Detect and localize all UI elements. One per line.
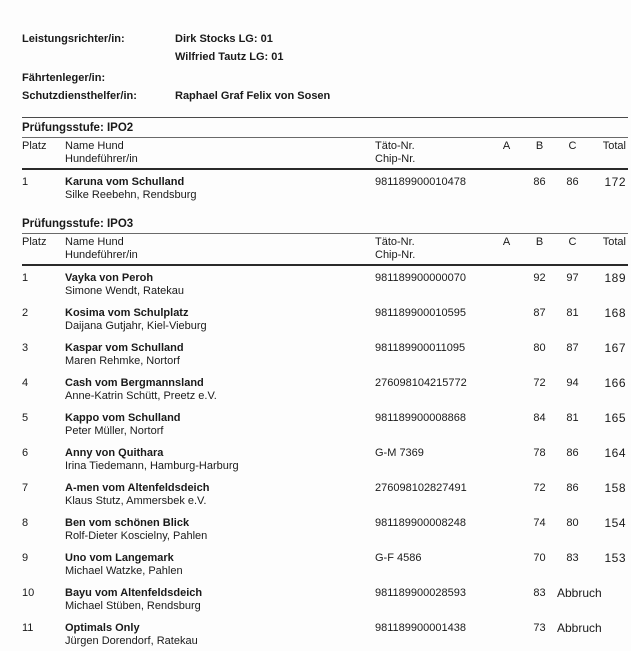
- col-tato-line2: Chip-Nr.: [375, 249, 416, 261]
- table-row: [22, 587, 628, 613]
- score-total: 166: [604, 376, 626, 390]
- col-name-line1: Name Hund: [65, 140, 124, 152]
- handler-name: Michael Stüben, Rendsburg: [65, 600, 201, 612]
- col-name-line1: Name Hund: [65, 236, 124, 248]
- row-rank: 8: [22, 517, 29, 529]
- chip-number: 981189900011095: [375, 342, 466, 354]
- score-a: [490, 552, 523, 578]
- chip-number: 981189900028593: [375, 587, 466, 599]
- score-total: 165: [604, 411, 626, 425]
- row-id-cell: [375, 447, 490, 473]
- section-rows: [22, 272, 628, 648]
- judge-2-value: Wilfried Tautz LG: 01: [175, 51, 284, 63]
- judges-row: [22, 30, 628, 48]
- score-b: 84: [533, 412, 546, 424]
- col-name-line2: Hundeführer/in: [65, 249, 138, 261]
- table-row: [22, 622, 628, 648]
- row-id-cell: [375, 176, 490, 202]
- judge-1-value: Dirk Stocks LG: 01: [175, 33, 273, 45]
- col-name-header: [65, 140, 375, 166]
- col-platz-label: Platz: [22, 140, 47, 152]
- handler-name: Rolf-Dieter Koscielny, Pahlen: [65, 530, 208, 542]
- row-rank: 11: [22, 622, 34, 634]
- score-b: 73: [533, 622, 546, 634]
- row-rank: 5: [22, 412, 29, 424]
- row-id-cell: [375, 412, 490, 438]
- row-id-cell: [375, 482, 490, 508]
- table-row: [22, 272, 628, 298]
- score-b: 78: [533, 447, 546, 459]
- score-total: 154: [604, 516, 626, 530]
- score-total: Abbruch: [557, 621, 602, 635]
- dog-name: Kappo vom Schulland: [65, 412, 181, 424]
- score-c: 87: [566, 342, 579, 354]
- score-c: 86: [566, 447, 579, 459]
- table-row: [22, 307, 628, 333]
- chip-number: 276098102827491: [375, 482, 467, 494]
- score-a: [490, 272, 523, 298]
- score-total: 158: [604, 481, 626, 495]
- dog-name: Vayka von Peroh: [65, 272, 154, 284]
- score-c: 81: [566, 412, 579, 424]
- score-a: [490, 622, 523, 648]
- row-id-cell: [375, 552, 490, 578]
- dog-name: Optimals Only: [65, 622, 140, 634]
- row-id-cell: [375, 342, 490, 368]
- row-name-cell: [65, 377, 375, 403]
- section-divider-rule: [22, 117, 628, 118]
- row-name-cell: [65, 342, 375, 368]
- row-name-cell: [65, 587, 375, 613]
- table-row: [22, 447, 628, 473]
- score-c: 83: [566, 552, 579, 564]
- row-name-cell: [65, 552, 375, 578]
- row-rank: 6: [22, 447, 29, 459]
- score-a: [490, 587, 523, 613]
- row-rank: 4: [22, 377, 29, 389]
- table-row: [22, 517, 628, 543]
- row-name-cell: [65, 176, 375, 202]
- section-rows: [22, 176, 628, 202]
- judges-label: Leistungsrichter/in:: [22, 33, 125, 45]
- judge-2-row: [22, 48, 628, 66]
- handler-name: Silke Reebehn, Rendsburg: [65, 189, 197, 201]
- dog-name: Bayu vom Altenfeldsdeich: [65, 587, 203, 599]
- row-name-cell: [65, 272, 375, 298]
- col-tato-line1: Täto-Nr.: [375, 236, 415, 248]
- tracklayer-label: Fährtenleger/in:: [22, 72, 106, 84]
- row-id-cell: [375, 587, 490, 613]
- chip-number: 276098104215772: [375, 377, 467, 389]
- col-tato-header: [375, 140, 490, 166]
- helper-row: [22, 87, 628, 105]
- table-header: [22, 138, 628, 170]
- row-id-cell: [375, 272, 490, 298]
- score-a: [490, 517, 523, 543]
- col-name-header: [65, 236, 375, 262]
- row-name-cell: [65, 412, 375, 438]
- col-platz-header: [22, 140, 65, 166]
- table-row: [22, 412, 628, 438]
- tracklayer-row: [22, 69, 628, 87]
- dog-name: Kaspar vom Schulland: [65, 342, 184, 354]
- dog-name: A-men vom Altenfeldsdeich: [65, 482, 210, 494]
- handler-name: Daijana Gutjahr, Kiel-Vieburg: [65, 320, 207, 332]
- table-row: [22, 552, 628, 578]
- handler-name: Anne-Katrin Schütt, Preetz e.V.: [65, 390, 217, 402]
- dog-name: Anny von Quithara: [65, 447, 164, 459]
- col-c-header: C: [568, 140, 577, 152]
- col-c-header: C: [568, 236, 577, 248]
- col-a-header: A: [502, 140, 511, 152]
- table-row: [22, 342, 628, 368]
- sections-container: [22, 120, 628, 648]
- score-b: 72: [533, 482, 546, 494]
- row-id-cell: [375, 517, 490, 543]
- chip-number: 981189900000070: [375, 272, 466, 284]
- score-a: [490, 447, 523, 473]
- score-c: 86: [566, 482, 579, 494]
- score-c: 86: [566, 176, 579, 188]
- row-rank: 7: [22, 482, 29, 494]
- row-name-cell: [65, 482, 375, 508]
- col-platz-label: Platz: [22, 236, 47, 248]
- handler-name: Maren Rehmke, Nortorf: [65, 355, 180, 367]
- score-total: 164: [604, 446, 626, 460]
- col-tato-header: [375, 236, 490, 262]
- table-row: [22, 482, 628, 508]
- helper-label: Schutzdiensthelfer/in:: [22, 90, 137, 102]
- score-total: 168: [604, 306, 626, 320]
- row-name-cell: [65, 622, 375, 648]
- col-b-header: B: [535, 140, 544, 152]
- row-id-cell: [375, 307, 490, 333]
- score-b: 87: [533, 307, 546, 319]
- dog-name: Uno vom Langemark: [65, 552, 174, 564]
- trial-section: [22, 216, 628, 648]
- tato-number: G-M 7369: [375, 447, 424, 459]
- score-total: 153: [604, 551, 626, 565]
- row-rank: 10: [22, 587, 35, 599]
- score-c: 81: [566, 307, 579, 319]
- row-name-cell: [65, 517, 375, 543]
- score-total: Abbruch: [557, 586, 602, 600]
- section-title: Prüfungsstufe: IPO2: [22, 120, 628, 138]
- score-b: 70: [533, 552, 546, 564]
- trial-section: [22, 120, 628, 202]
- row-rank: 1: [22, 176, 29, 188]
- col-b-header: B: [535, 236, 544, 248]
- score-total: 172: [604, 175, 626, 189]
- dog-name: Ben vom schönen Blick: [65, 517, 190, 529]
- score-a: [490, 307, 523, 333]
- tato-number: G-F 4586: [375, 552, 422, 564]
- table-header: [22, 234, 628, 266]
- chip-number: 981189900010478: [375, 176, 466, 188]
- row-name-cell: [65, 447, 375, 473]
- row-id-cell: [375, 377, 490, 403]
- officials-block: [22, 30, 628, 105]
- row-rank: 2: [22, 307, 29, 319]
- col-a-header: A: [502, 236, 511, 248]
- handler-name: Peter Müller, Nortorf: [65, 425, 164, 437]
- score-a: [490, 377, 523, 403]
- row-rank: 3: [22, 342, 29, 354]
- score-b: 80: [533, 342, 546, 354]
- score-a: [490, 412, 523, 438]
- col-tato-line1: Täto-Nr.: [375, 140, 415, 152]
- col-total-header: Total: [602, 236, 626, 248]
- handler-name: Klaus Stutz, Ammersbek e.V.: [65, 495, 207, 507]
- col-name-line2: Hundeführer/in: [65, 153, 138, 165]
- table-row: [22, 176, 628, 202]
- score-a: [490, 176, 523, 202]
- score-c: 94: [566, 377, 579, 389]
- dog-name: Kosima vom Schulplatz: [65, 307, 189, 319]
- score-b: 92: [533, 272, 546, 284]
- row-id-cell: [375, 622, 490, 648]
- chip-number: 981189900008868: [375, 412, 466, 424]
- dog-name: Cash vom Bergmannsland: [65, 377, 204, 389]
- section-title: Prüfungsstufe: IPO3: [22, 216, 628, 234]
- table-row: [22, 377, 628, 403]
- handler-name: Simone Wendt, Ratekau: [65, 285, 185, 297]
- col-total-header: Total: [602, 140, 626, 152]
- chip-number: 981189900010595: [375, 307, 466, 319]
- helper-value: Raphael Graf Felix von Sosen: [175, 90, 331, 102]
- handler-name: Jürgen Dorendorf, Ratekau: [65, 635, 198, 647]
- row-rank: 1: [22, 272, 29, 284]
- score-b: 83: [533, 587, 546, 599]
- score-c: 97: [566, 272, 579, 284]
- score-total: 167: [604, 341, 626, 355]
- score-total: 189: [604, 271, 626, 285]
- score-b: 86: [533, 176, 546, 188]
- score-a: [490, 342, 523, 368]
- tracklayer-value: [175, 69, 628, 87]
- score-b: 72: [533, 377, 546, 389]
- col-platz-header: [22, 236, 65, 262]
- row-name-cell: [65, 307, 375, 333]
- col-tato-line2: Chip-Nr.: [375, 153, 416, 165]
- judge-2-spacer: [22, 48, 175, 66]
- handler-name: Michael Watzke, Pahlen: [65, 565, 183, 577]
- row-rank: 9: [22, 552, 29, 564]
- chip-number: 981189900008248: [375, 517, 466, 529]
- chip-number: 981189900001438: [375, 622, 466, 634]
- dog-name: Karuna vom Schulland: [65, 176, 185, 188]
- score-a: [490, 482, 523, 508]
- score-c: 80: [566, 517, 579, 529]
- handler-name: Irina Tiedemann, Hamburg-Harburg: [65, 460, 239, 472]
- score-b: 74: [533, 517, 546, 529]
